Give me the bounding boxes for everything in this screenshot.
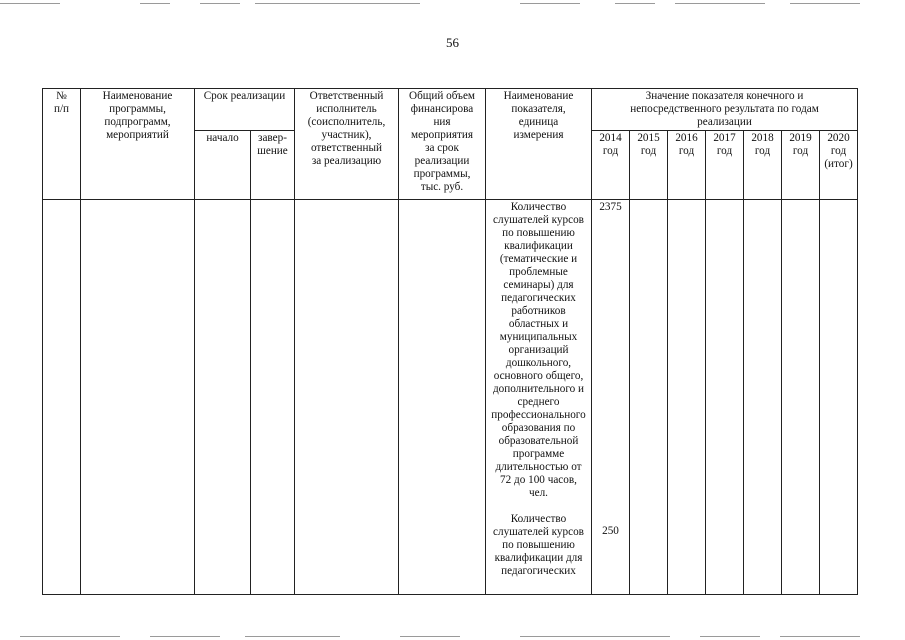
scan-edge-line	[520, 3, 580, 4]
indicator-text: Количество слушателей курсов по повышению квалификации для педагогических	[493, 513, 584, 577]
scan-edge-line	[520, 636, 670, 637]
cell-indicator	[486, 200, 592, 595]
cell-value-2016	[668, 200, 706, 595]
page-number: 56	[446, 35, 459, 50]
header-responsible: Ответственный исполнитель (соисполнитель, участник), ответственный за реализацию	[295, 89, 399, 200]
program-table	[42, 88, 858, 595]
indicator-text: Количество слушателей курсов по повышению квалификации (тематические и проблемные семинары) для педагогических работников областных и муниципальных организаций дошкольного, основного общего, дополнительного и среднего профессионального образования по образовательной программе длительностью от 72 до 100 часов, чел.	[491, 201, 586, 499]
cell-funding	[399, 200, 486, 595]
scan-edge-line	[140, 3, 170, 4]
header-term-end: завер- шение	[251, 131, 295, 200]
cell-term-end	[251, 200, 295, 595]
scan-edge-line	[675, 3, 765, 4]
indicator-value: 250	[602, 525, 619, 537]
header-number: № п/п	[43, 89, 81, 200]
header-year-2018: 2018 год	[744, 131, 782, 200]
cell-term-start	[195, 200, 251, 595]
cell-program-name	[81, 200, 195, 595]
table-header-row	[43, 89, 858, 131]
indicator-value: 2375	[599, 201, 622, 213]
cell-number	[43, 200, 81, 595]
cell-value-2020	[820, 200, 858, 595]
cell-value-2018	[744, 200, 782, 595]
header-year-2016: 2016 год	[668, 131, 706, 200]
scan-edge-line	[400, 636, 460, 637]
table-row	[43, 200, 858, 595]
scan-edge-line	[615, 3, 655, 4]
scan-edge-line	[700, 636, 760, 637]
scan-edge-line	[245, 636, 340, 637]
cell-value-2017	[706, 200, 744, 595]
header-year-2020: 2020 год (итог)	[820, 131, 858, 200]
cell-responsible	[295, 200, 399, 595]
header-year-2017: 2017 год	[706, 131, 744, 200]
cell-value-2019	[782, 200, 820, 595]
header-funding: Общий объем финансирова ния мероприятия за срок реализации программы, тыс. руб.	[399, 89, 486, 200]
scan-edge-line	[780, 636, 860, 637]
scan-edge-line	[790, 3, 860, 4]
header-term-start: начало	[195, 131, 251, 200]
header-program-name: Наименование программы, подпрограмм, мероприятий	[81, 89, 195, 200]
header-year-2019: 2019 год	[782, 131, 820, 200]
header-indicator: Наименование показателя, единица измерения	[486, 89, 592, 200]
header-year-2015: 2015 год	[630, 131, 668, 200]
scan-edge-line	[20, 636, 120, 637]
cell-value-2014	[592, 200, 630, 595]
scan-edge-line	[200, 3, 240, 4]
header-year-2014: 2014 год	[592, 131, 630, 200]
header-term: Срок реализации	[195, 89, 295, 131]
scan-edge-line	[0, 3, 60, 4]
scan-edge-line	[150, 636, 220, 637]
scan-edge-line	[255, 3, 420, 4]
header-indicator-values: Значение показателя конечного и непосредственного результата по годам реализации	[592, 89, 858, 131]
cell-value-2015	[630, 200, 668, 595]
